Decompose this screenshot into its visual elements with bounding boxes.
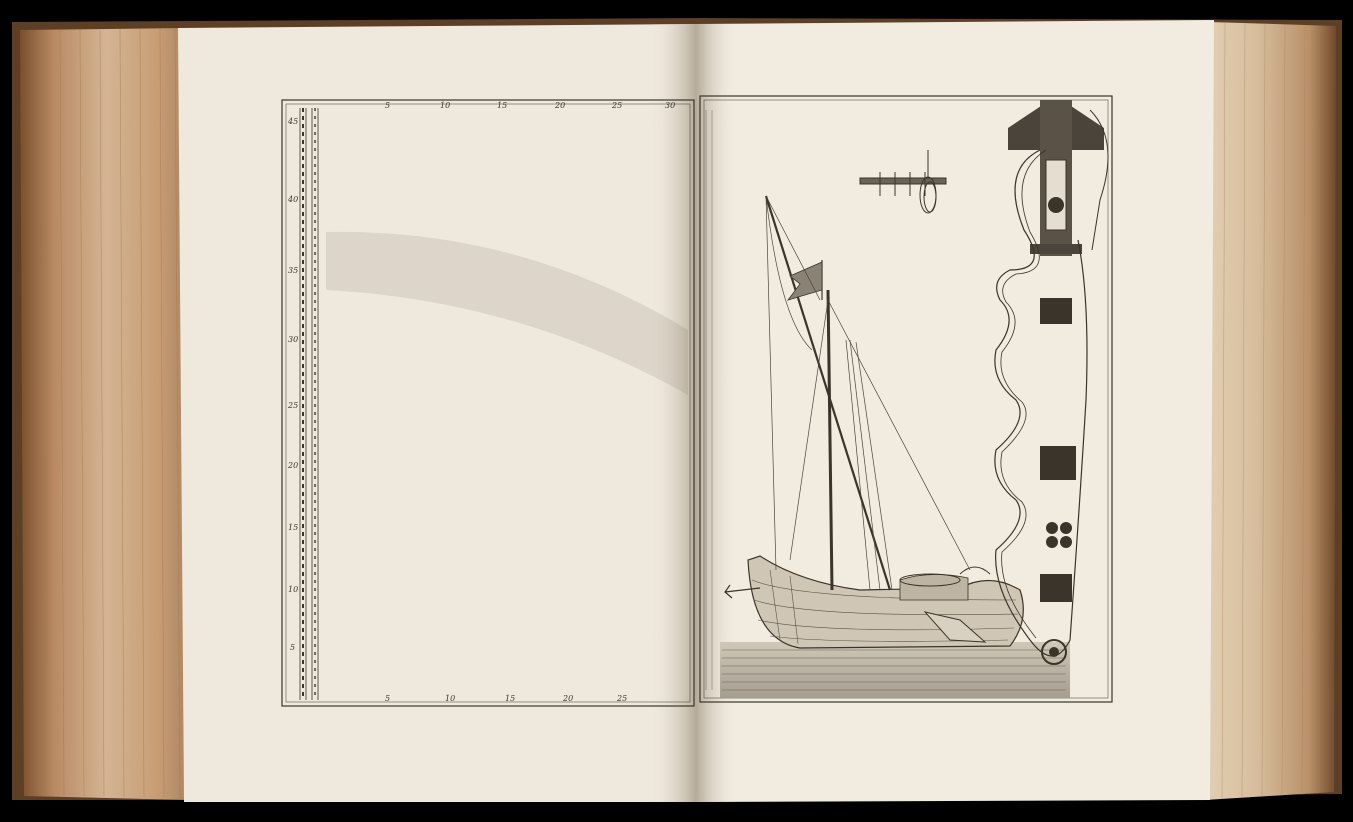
svg-text:5: 5 [385, 101, 391, 110]
svg-text:5: 5 [385, 694, 391, 703]
svg-text:35: 35 [288, 266, 299, 275]
svg-text:15: 15 [288, 523, 299, 532]
svg-text:45: 45 [288, 117, 299, 126]
svg-text:10: 10 [440, 101, 451, 110]
svg-text:10: 10 [445, 694, 456, 703]
svg-text:10: 10 [288, 585, 299, 594]
svg-text:40: 40 [288, 195, 299, 204]
svg-text:25: 25 [617, 694, 628, 703]
svg-text:5: 5 [290, 643, 296, 652]
svg-text:20: 20 [563, 694, 574, 703]
svg-text:20: 20 [555, 101, 566, 110]
svg-text:20: 20 [288, 461, 299, 470]
svg-text:25: 25 [288, 401, 299, 410]
svg-text:25: 25 [612, 101, 623, 110]
gutter-shadow-left [650, 24, 696, 802]
svg-text:30: 30 [665, 101, 676, 110]
svg-text:15: 15 [505, 694, 516, 703]
svg-text:30: 30 [288, 335, 299, 344]
left-page-edges [20, 28, 192, 800]
svg-text:15: 15 [497, 101, 508, 110]
left-page [178, 24, 698, 802]
